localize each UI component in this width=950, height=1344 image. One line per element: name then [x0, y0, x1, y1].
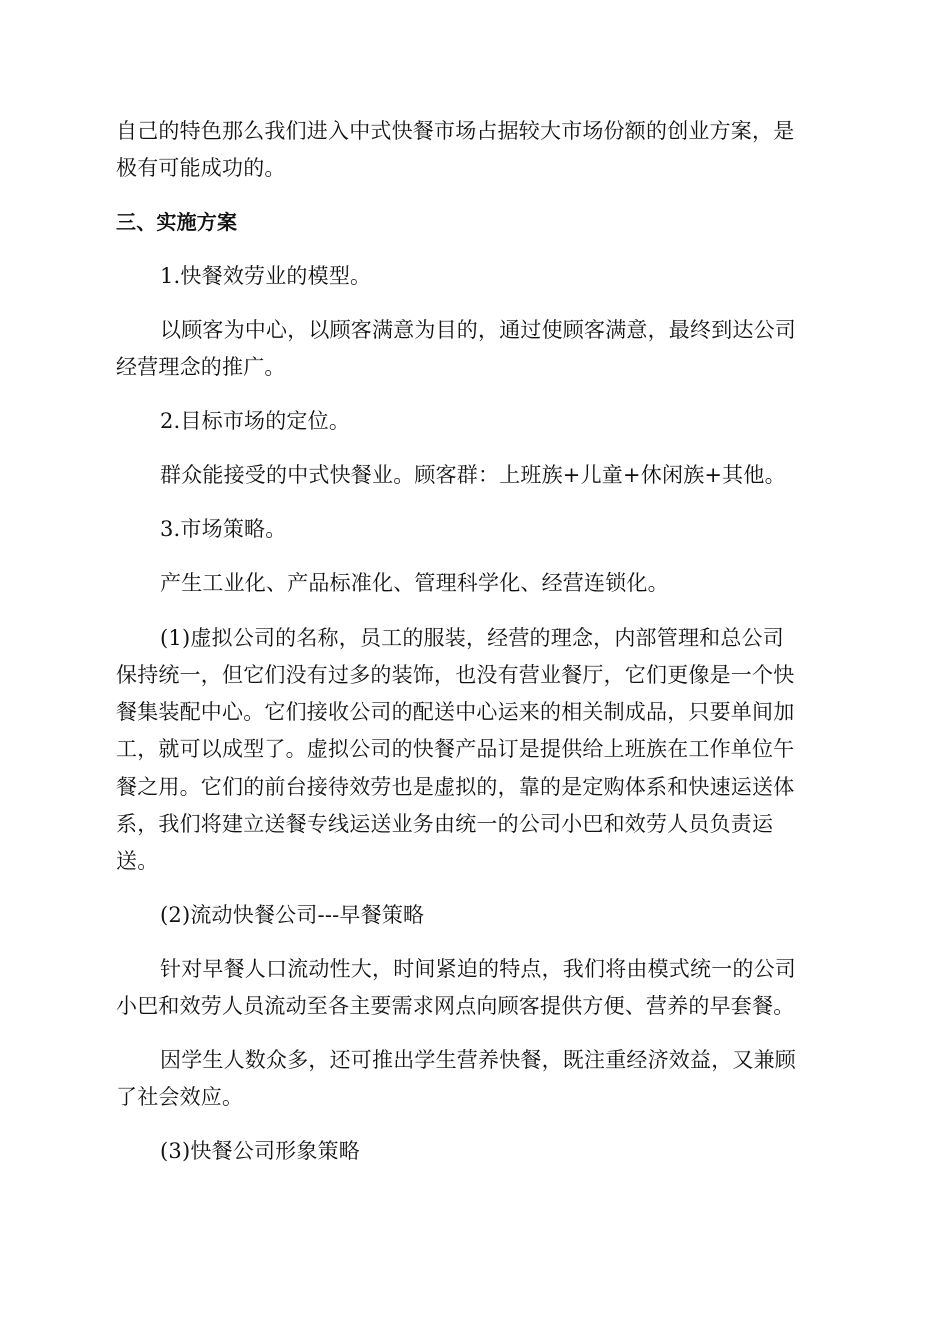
paragraph-line: 工，就可以成型了。虚拟公司的快餐产品订是提供给上班族在工作单位午 [116, 737, 795, 761]
paragraph-line: 产生工业化、产品标准化、管理科学化、经营连锁化。 [160, 571, 669, 595]
paragraph-line: 系，我们将建立送餐专线运送业务由统一的公司小巴和效劳人员负责运 [116, 812, 774, 836]
paragraph-line: 保持统一，但它们没有过多的装饰，也没有营业餐厅，它们更像是一个快 [116, 663, 795, 687]
paragraph-line: 餐集装配中心。它们接收公司的配送中心运来的相关制成品，只要单间加 [116, 700, 795, 724]
subsection-title: 3.市场策略。 [160, 517, 287, 541]
subsection-title: 1.快餐效劳业的模型。 [160, 264, 372, 288]
paragraph-line: 以顾客为中心，以顾客满意为目的，通过使顾客满意，最终到达公司 [160, 318, 796, 342]
section-heading: 三、实施方案 [116, 210, 238, 234]
subsection-title: (2)流动快餐公司---早餐策略 [160, 903, 425, 927]
paragraph-line: 送。 [116, 849, 159, 873]
paragraph-line: 因学生人数众多，还可推出学生营养快餐，既注重经济效益，又兼顾 [160, 1048, 796, 1072]
paragraph-line: 了社会效应。 [116, 1085, 244, 1109]
paragraph-line: 极有可能成功的。 [116, 156, 286, 180]
paragraph-line: 小巴和效劳人员流动至各主要需求网点向顾客提供方便、营养的早套餐。 [116, 994, 795, 1018]
subsection-title: (3)快餐公司形象策略 [160, 1139, 360, 1163]
paragraph-line: 自己的特色那么我们进入中式快餐市场占据较大市场份额的创业方案，是 [116, 119, 795, 143]
paragraph-line: 群众能接受的中式快餐业。顾客群：上班族+儿童+休闲族+其他。 [160, 463, 786, 487]
paragraph-line: 餐之用。它们的前台接待效劳也是虚拟的，靠的是定购体系和快速运送体 [116, 775, 795, 799]
paragraph-line: (1)虚拟公司的名称，员工的服装，经营的理念，内部管理和总公司 [160, 626, 784, 650]
paragraph-line: 经营理念的推广。 [116, 355, 286, 379]
paragraph-line: 针对早餐人口流动性大，时间紧迫的特点，我们将由模式统一的公司 [160, 957, 796, 981]
subsection-title: 2.目标市场的定位。 [160, 409, 351, 433]
